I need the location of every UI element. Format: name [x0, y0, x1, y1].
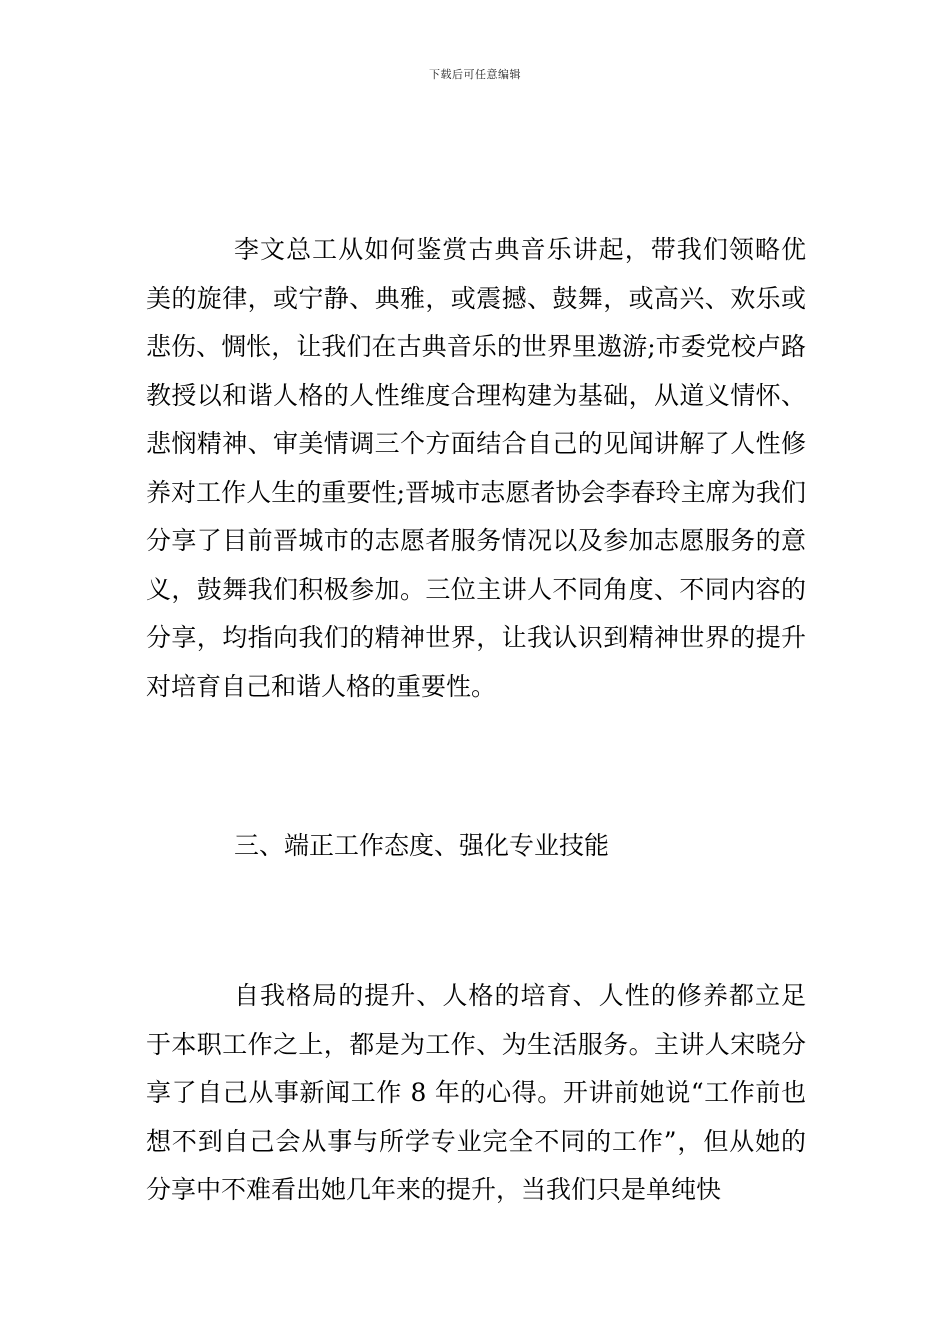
body-paragraph-2: 自我格局的提升、人格的培育、人性的修养都立足于本职工作之上，都是为工作、为生活服务。主讲人宋晓分享了自己从事新闻工作 8 年的心得。开讲前她说“工作前也想不到自己会从事与所学专业完全不同的工作”，但从她的分享中不难看出她几年来的提升，当我们只是单纯快: [146, 981, 806, 1204]
page-header-note: 下载后可任意编辑: [429, 68, 521, 81]
section-heading: 三、端正工作态度、强化专业技能: [234, 831, 610, 860]
body-paragraph-1: 李文总工从如何鉴赏古典音乐讲起，带我们领略优美的旋律，或宁静、典雅，或震撼、鼓舞，或高兴、欢乐或悲伤、惆怅，让我们在古典音乐的世界里遨游;市委党校卢路教授以和谐人格的人性维度合理构建为基础，从道义情怀、悲悯精神、审美情调三个方面结合自己的见闻讲解了人性修养对工作人生的重要性;晋城市志愿者协会李春玲主席为我们分享了目前晋城市的志愿者服务情况以及参加志愿服务的意义，鼓舞我们积极参加。三位主讲人不同角度、不同内容的分享，均指向我们的精神世界，让我认识到精神世界的提升对培育自己和谐人格的重要性。: [146, 235, 806, 701]
